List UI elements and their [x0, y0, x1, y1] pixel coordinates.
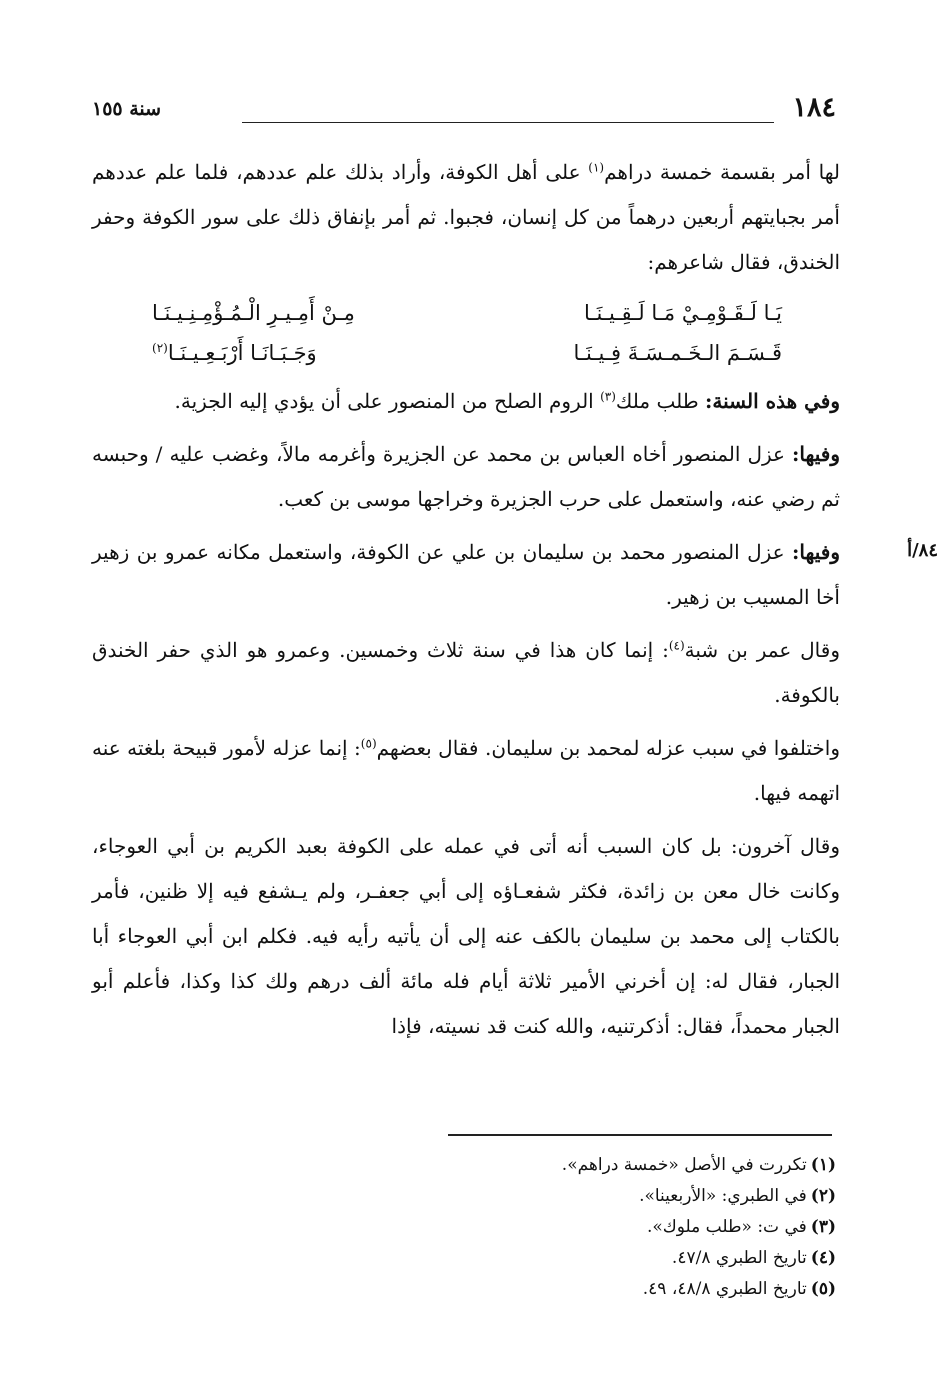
footnote-text: تكررت في الأصل «خمسة دراهم». — [561, 1155, 807, 1175]
main-text — [92, 150, 840, 1057]
paragraph-5 — [92, 628, 840, 718]
footnote-ref: (٣) — [600, 389, 616, 404]
footnote-ref: (٤) — [668, 638, 685, 653]
footnote — [136, 1150, 836, 1181]
footnote-rule — [448, 1134, 832, 1136]
paragraph-7 — [92, 824, 840, 1049]
header-rule — [242, 122, 774, 123]
paragraph-6 — [92, 726, 840, 816]
paragraph-lead: وفي هذه السنة: — [705, 389, 840, 413]
footnote — [136, 1274, 836, 1305]
running-head-year: سنة ١٥٥ — [92, 98, 162, 120]
verse-hemistich-left — [152, 333, 317, 373]
footnote-number: (٣) — [810, 1217, 836, 1237]
paragraph-text: : إنما عزله لأمور قبيحة بلغته عنه اتهمه فيها. — [92, 736, 840, 805]
footnote-ref: (١) — [588, 160, 605, 175]
paragraph-4 — [92, 530, 840, 620]
paragraph-3 — [92, 432, 840, 522]
paragraph-text: الروم الصلح من المنصور على أن يؤدي إليه الجزية. — [174, 389, 601, 413]
footnote-text: في الطبري: «الأربعينا». — [639, 1186, 807, 1206]
footnote-text: في ت: «طلب ملوك». — [646, 1217, 807, 1237]
paragraph-text: : إنما كان هذا في سنة ثلاث وخمسين. وعمرو هو الذي حفر الخندق بالكوفة. — [92, 638, 840, 707]
poem-verse — [92, 293, 840, 333]
verse-hemistich-right: قَـسَـمَ الـخَـمـسَـةَ فِـيـنَـا — [573, 341, 782, 365]
footnotes — [136, 1150, 836, 1305]
footnote-number: (١) — [810, 1155, 836, 1175]
page-header — [92, 92, 840, 132]
verse-hemistich-left: مِـنْ أَمِـيـرِ الْـمُـؤْمِـنِـيـنَـا — [152, 301, 355, 325]
paragraph-text: عزل المنصور محمد بن سليمان بن علي عن الكوفة، واستعمل مكانه عمرو بن زهير أخا المسيب بن زهير. — [92, 540, 840, 609]
paragraph-text: لها أمر بقسمة خمسة دراهم — [604, 160, 841, 184]
footnote-number: (٤) — [810, 1248, 836, 1268]
page-number: ١٨٤ — [792, 92, 836, 123]
footnote-ref: (٢) — [152, 341, 168, 355]
footnote-ref: (٥) — [360, 736, 377, 751]
footnote-text: تاريخ الطبري ٤٧/٨. — [671, 1248, 807, 1268]
footnote-number: (٥) — [810, 1279, 836, 1299]
poem — [92, 293, 840, 373]
paragraph-text: وقال عمر بن شبة — [684, 638, 840, 662]
paragraph-lead: وفيها: — [792, 540, 840, 564]
footnote-number: (٢) — [810, 1186, 836, 1206]
paragraph-1 — [92, 150, 840, 285]
verse-hemistich-right: يَـا لَـقَـوْمِـيْ مَـا لَـقِـيـنَـا — [583, 301, 782, 325]
paragraph-lead: وفيها: — [792, 442, 840, 466]
poem-verse — [92, 333, 840, 373]
footnote — [136, 1181, 836, 1212]
paragraph-text: وقال آخرون: بل كان السبب أنه أتى في عمله على الكوفة بعبد الكريم بن أبي العوجاء، وكانت خال معن بن زائدة، فكثر شفعـاؤه إلى أبي جعفـر، ولم يـشفع فيه إلا ظنين، فأمر بالكتاب إلى محمد بن سليمان بالكف عنه إلى أن يأتيه رأيه فيه. فكلم ابن أبي العوجاء أبا الجبار، فقال له: إن أخرني الأمير ثلاثة أيام فله مائة ألف درهم ولك كذا وكذا، فأعلم أبو الجبار محمداً، فقال: أذكرتنيه، والله كنت قد نسيته، فإذا — [92, 834, 840, 1038]
paragraph-text: واختلفوا في سبب عزله لمحمد بن سليمان. فقال بعضهم — [376, 736, 840, 760]
paragraph-2 — [92, 379, 840, 424]
paragraph-text: عزل المنصور أخاه العباس بن محمد عن الجزيرة وأغرمه مالاً، وغضب عليه / وحبسه ثم رضي عنه، واستعمل على حرب الجزيرة وخراجها موسى بن كعب. — [92, 442, 840, 511]
paragraph-text: طلب ملك — [615, 389, 706, 413]
verse-text: وَجَـبَـانَـا أَرْبَـعِـيـنَـا — [167, 341, 317, 365]
footnote-text: تاريخ الطبري ٤٨/٨، ٤٩. — [642, 1279, 807, 1299]
footnote — [136, 1243, 836, 1274]
footnote — [136, 1212, 836, 1243]
paragraph-text: على أهل الكوفة، وأراد بذلك علم عددهم، فلما علم عددهم أمر بجبايتهم أربعين درهماً من كل إنسان، فجبوا. ثم أمر بإنفاق ذلك على سور الكوفة وحفر الخندق، فقال شاعرهم: — [92, 160, 840, 274]
manuscript-folio-marker: ٨٤/أ — [907, 540, 938, 561]
